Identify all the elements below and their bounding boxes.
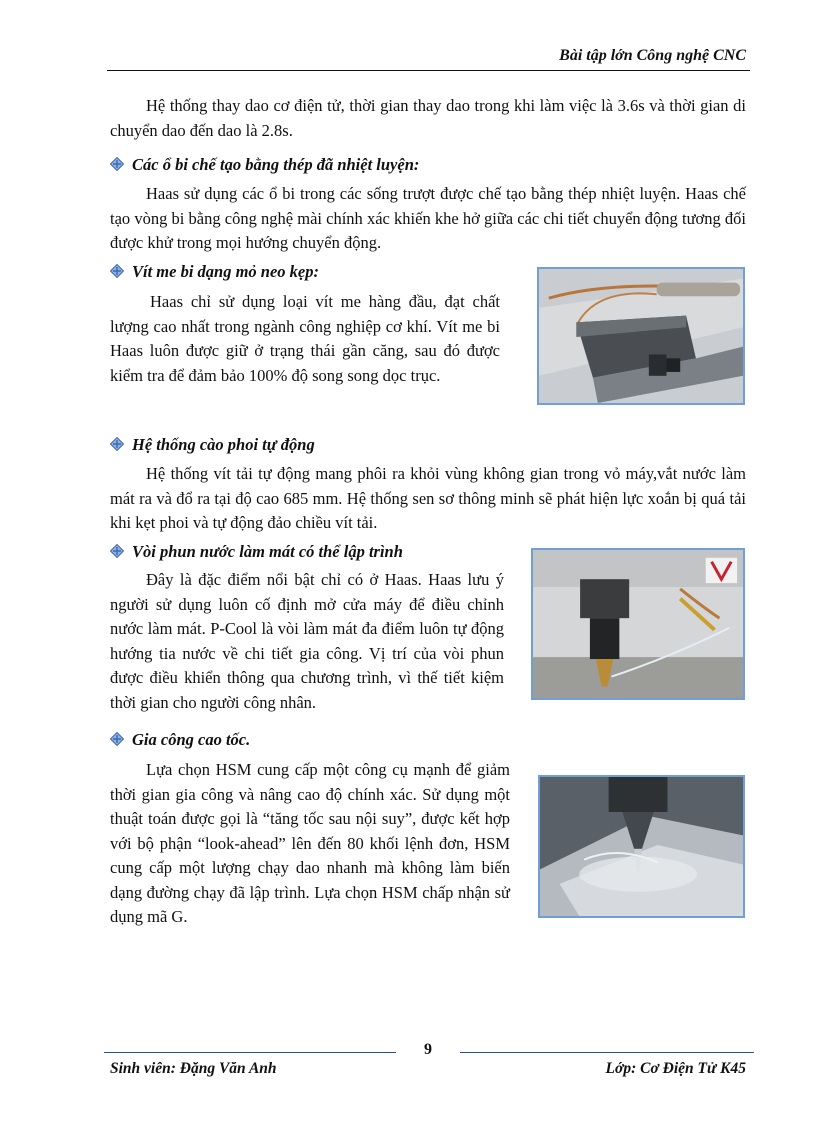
section-heading: Vòi phun nước làm mát có thể lập trình: [110, 542, 403, 562]
section-heading: Hệ thống cào phoi tự động: [110, 435, 315, 455]
header-rule: [107, 70, 750, 71]
footer-student: Sinh viên: Đặng Văn Anh: [110, 1060, 277, 1077]
section-body: Lựa chọn HSM cung cấp một công cụ mạnh để giảm thời gian gia công và nâng cao độ chính xác. Sử dụng một thuật toán được gọi là “tăng tốc sau nội suy”, được kết hợp với bộ phận “look-ahead” lên đến 80 khối lệnh đơn, HSM cung cấp một lượng chạy dao nhanh mà không làm biến dạng đường chạy đã lập trình. Lựa chọn HSM chấp nhận sử dụng mã G.: [110, 760, 510, 926]
diamond-bullet-icon: [110, 264, 124, 278]
section-heading: Các ổ bi chế tạo bằng thép đã nhiệt luyện:: [110, 155, 419, 175]
section-heading: Gia công cao tốc.: [110, 730, 250, 750]
section-body: Hệ thống vít tải tự động mang phôi ra khỏi vùng không gian trong vỏ máy,vắt nước làm mát ra và đổ ra tại độ cao 685 mm. Hệ thống sen sơ thông minh sẽ phát hiện lực xoắn bị quá tải khi kẹt phoi và tự động đảo chiều vít tải.: [110, 464, 746, 532]
footer-rule-right: [460, 1052, 754, 1053]
diamond-bullet-icon: [110, 732, 124, 746]
coolant-nozzle-photo: [531, 548, 745, 700]
section-heading: Vít me bi dạng mỏ neo kẹp:: [110, 262, 319, 282]
diamond-bullet-icon: [110, 157, 124, 171]
diamond-bullet-icon: [110, 544, 124, 558]
diamond-bullet-icon: [110, 437, 124, 451]
ballscrew-guide-photo: [537, 267, 745, 405]
footer-rule-left: [104, 1052, 396, 1053]
footer-class: Lớp: Cơ Điện Tử K45: [605, 1060, 746, 1077]
page-number: 9: [424, 1041, 432, 1058]
section-body: Đây là đặc điểm nổi bật chỉ có ở Haas. Haas lưu ý người sử dụng luôn cố định mở cửa máy để điều chỉnh nước làm mát. P-Cool là vòi làm mát đa điểm luôn tự động hướng tia nước về chi tiết gia công. Vị trí của vòi phun được điều khiển thông qua chương trình, vì thế tiết kiệm thời gian cho người công nhân.: [110, 570, 504, 712]
high-speed-machining-photo: [538, 775, 745, 918]
section-body: Haas sử dụng các ổ bi trong các sống trượt được chế tạo bằng thép nhiệt luyện. Haas chế tạo vòng bi bằng công nghệ mài chính xác khiến khe hở giữa các chi tiết chuyển động tương đối được khử trong mọi hướng chuyển động.: [110, 184, 746, 252]
running-header-title: Bài tập lớn Công nghệ CNC: [559, 47, 746, 64]
section-body: Haas chỉ sử dụng loại vít me hàng đầu, đạt chất lượng cao nhất trong ngành công nghiệp cơ khí. Vít me bi Haas luôn được giữ ở trạng thái gần căng, sau đó được kiểm tra để đảm bảo 100% độ song song dọc trục.: [110, 292, 500, 385]
intro-paragraph: Hệ thống thay dao cơ điện tử, thời gian thay dao trong khi làm việc là 3.6s và thời gian di chuyển dao đến dao là 2.8s.: [110, 96, 746, 140]
